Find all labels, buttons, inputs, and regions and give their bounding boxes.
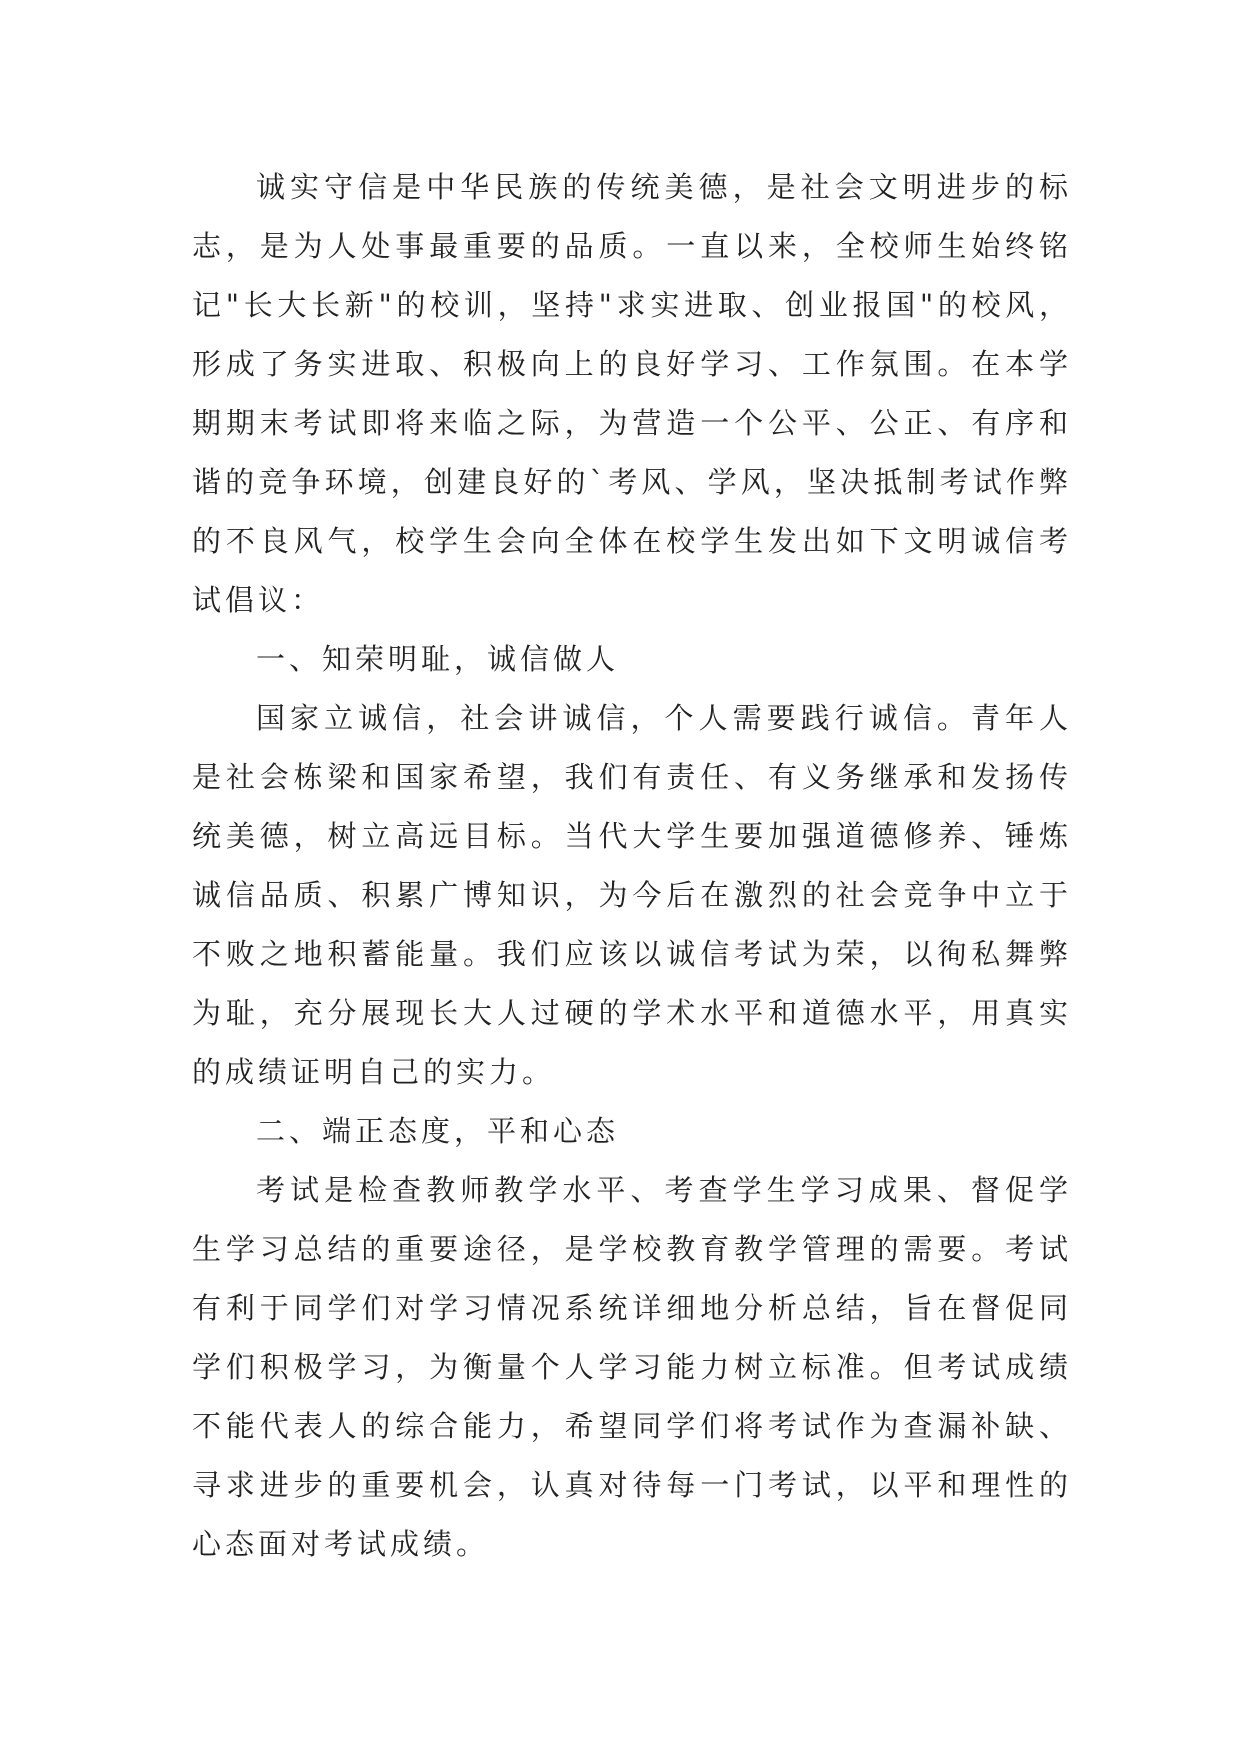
intro-paragraph: 诚实守信是中华民族的传统美德，是社会文明进步的标志，是为人处事最重要的品质。一直以来，全校师生始终铭记"长大长新"的校训，坚持"求实进取、创业报国"的校风，形成了务实进取、积极向上的良好学习、工作氛围。在本学期期末考试即将来临之际，为营造一个公平、公正、有序和谐的竞争环境，创建良好的`考风、学风，坚决抵制考试作弊的不良风气，校学生会向全体在校学生发出如下文明诚信考试倡议：: [192, 170, 1072, 617]
document-body: [192, 158, 1072, 1574]
section-paragraph-2: 考试是检查教师教学水平、考查学生学习成果、督促学生学习总结的重要途径，是学校教育教学管理的需要。考试有利于同学们对学习情况系统详细地分析总结，旨在督促同学们积极学习，为衡量个人学习能力树立标准。但考试成绩不能代表人的综合能力，希望同学们将考试作为查漏补缺、寻求进步的重要机会，认真对待每一门考试，以平和理性的心态面对考试成绩。: [192, 1173, 1072, 1561]
section-paragraph-1: 国家立诚信，社会讲诚信，个人需要践行诚信。青年人是社会栋梁和国家希望，我们有责任、有义务继承和发扬传统美德，树立高远目标。当代大学生要加强道德修养、锤炼诚信品质、积累广博知识，为今后在激烈的社会竞争中立于不败之地积蓄能量。我们应该以诚信考试为荣，以徇私舞弊为耻，充分展现长大人过硬的学术水平和道德水平，用真实的成绩证明自己的实力。: [192, 701, 1072, 1089]
section-heading-2: 二、端正态度，平和心态: [256, 1114, 620, 1148]
section-heading-1: 一、知荣明耻，诚信做人: [256, 642, 620, 676]
